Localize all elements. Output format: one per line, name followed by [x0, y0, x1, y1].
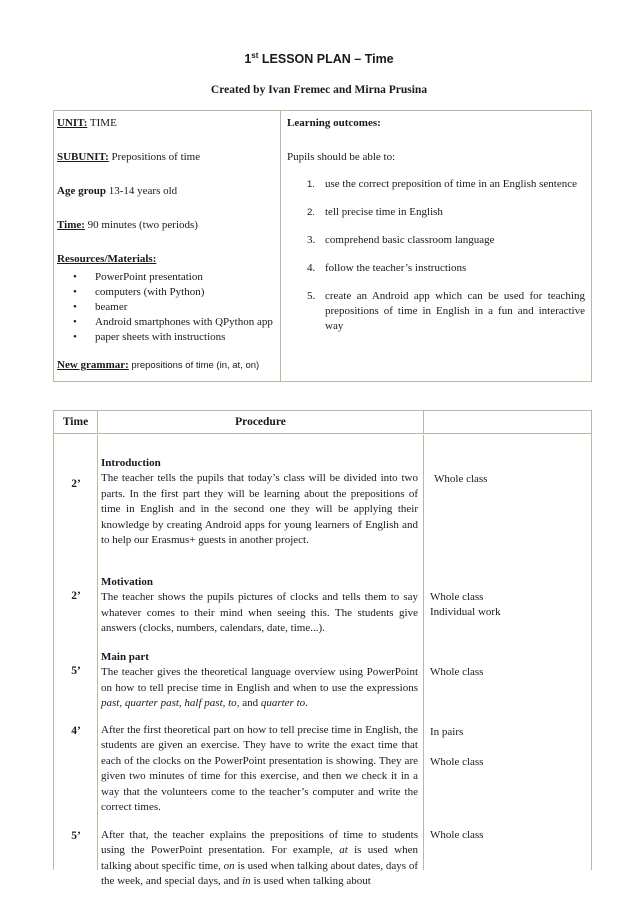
subunit-value: Prepositions of time: [108, 151, 201, 163]
list-item: • computers (with Python): [73, 285, 276, 300]
procedure-header-row: [54, 411, 591, 434]
age-value: 13-14 years old: [106, 185, 178, 197]
organization-column-header: [424, 411, 591, 433]
list-item: • paper sheets with instructions: [73, 330, 276, 345]
step-organization: Whole class: [434, 473, 488, 485]
info-left-cell: [54, 111, 281, 381]
step-time: 2’: [71, 590, 81, 602]
age-label: Age group: [57, 185, 106, 197]
outcome-item: 1. use the correct preposition of time in an English sentence: [307, 178, 578, 190]
info-table: [53, 110, 592, 382]
resources-list: [57, 270, 276, 345]
procedure-body: [54, 435, 591, 888]
step-heading: Main part: [101, 651, 149, 663]
step-time: 4’: [71, 725, 81, 737]
procedure-column-header: Procedure: [98, 411, 424, 433]
step-time: 2’: [71, 478, 81, 490]
step-text: The teacher tells the pupils that today’s class will be divided into two parts. In the first part they will be learning about the prepositions of time in English and in the second one they will be applying their knowledge by creating Android apps for young learners of English and to help our Erasmus+ guests in another project.: [101, 472, 418, 547]
list-item: • PowerPoint presentation: [73, 270, 276, 285]
procedure-step-introduction: [101, 456, 418, 548]
unit-value: TIME: [87, 117, 117, 129]
list-item: • beamer: [73, 300, 276, 315]
step-text: After the first theoretical part on how to tell precise time in English, the students are given an exercise. They have to write the exact time that each of the clocks on the PowerPoint presentation is showing. They are given two minutes of time for this exercise, and then we check it in a way that the volunteers come to the teacher’s computer and write the correct times.: [101, 724, 418, 814]
subunit-label: SUBUNIT:: [57, 151, 109, 163]
resources-label: Resources/Materials:: [57, 253, 157, 265]
list-item: • Android smartphones with QPython app: [73, 315, 276, 330]
outcome-item: 5. create an Android app which can be used for teaching prepositions of time in English in a fun and interactive way: [307, 290, 585, 332]
step-text: The teacher shows the pupils pictures of clocks and tells them to say whatever comes to their mind when seeing this. The students give answers (clocks, numbers, calendars, date, time...).: [101, 591, 418, 635]
time-column: [54, 435, 98, 870]
procedure-step-main-part: [101, 650, 418, 712]
step-organization: In pairs: [430, 726, 464, 738]
time-column-header: Time: [54, 411, 98, 433]
step-time: 5’: [71, 830, 81, 842]
step-text: After that, the teacher explains the prepositions of time to students using the PowerPoint presentation. For example, at is used when talking about specific time, on is used when talking about dates, days of the week, and special days, and in is used when talking about: [101, 829, 419, 888]
step-organization: Individual work: [430, 606, 501, 618]
page-title: 1st LESSON PLAN – Time: [244, 50, 394, 66]
step-time: 5’: [71, 665, 81, 677]
procedure-step-prepositions: [101, 828, 418, 890]
unit-label: UNIT:: [57, 117, 88, 129]
procedure-step-motivation: [101, 575, 418, 637]
grammar-label: New grammar:: [57, 359, 129, 371]
info-right-cell: [281, 111, 591, 381]
procedure-table: [53, 410, 592, 888]
procedure-step-exercise: [101, 723, 418, 815]
time-label: Time:: [57, 219, 85, 231]
time-value: 90 minutes (two periods): [84, 219, 198, 231]
page-subtitle: Created by Ivan Fremec and Mirna Prusina: [210, 84, 428, 96]
procedure-column: [98, 435, 424, 888]
step-organization: Whole class: [430, 666, 484, 678]
step-heading: Motivation: [101, 576, 153, 588]
organization-column: [424, 435, 591, 870]
step-text: The teacher gives the theoretical language overview using PowerPoint on how to tell precise time in English and when to use the expressions past, quarter past, half past, to, and quarter to.: [101, 666, 418, 710]
outcome-item: 4. follow the teacher’s instructions: [307, 262, 467, 274]
outcome-item: 2. tell precise time in English: [307, 206, 443, 218]
step-organization: Whole class: [430, 829, 484, 841]
step-heading: Introduction: [101, 457, 161, 469]
step-organization: Whole class: [430, 756, 484, 768]
outcomes-intro: Pupils should be able to:: [287, 151, 396, 163]
grammar-value: prepositions of time (in, at, on): [128, 360, 260, 371]
step-organization: Whole class: [430, 591, 484, 603]
outcome-item: 3. comprehend basic classroom language: [307, 234, 495, 246]
outcomes-title: Learning outcomes:: [287, 117, 381, 129]
